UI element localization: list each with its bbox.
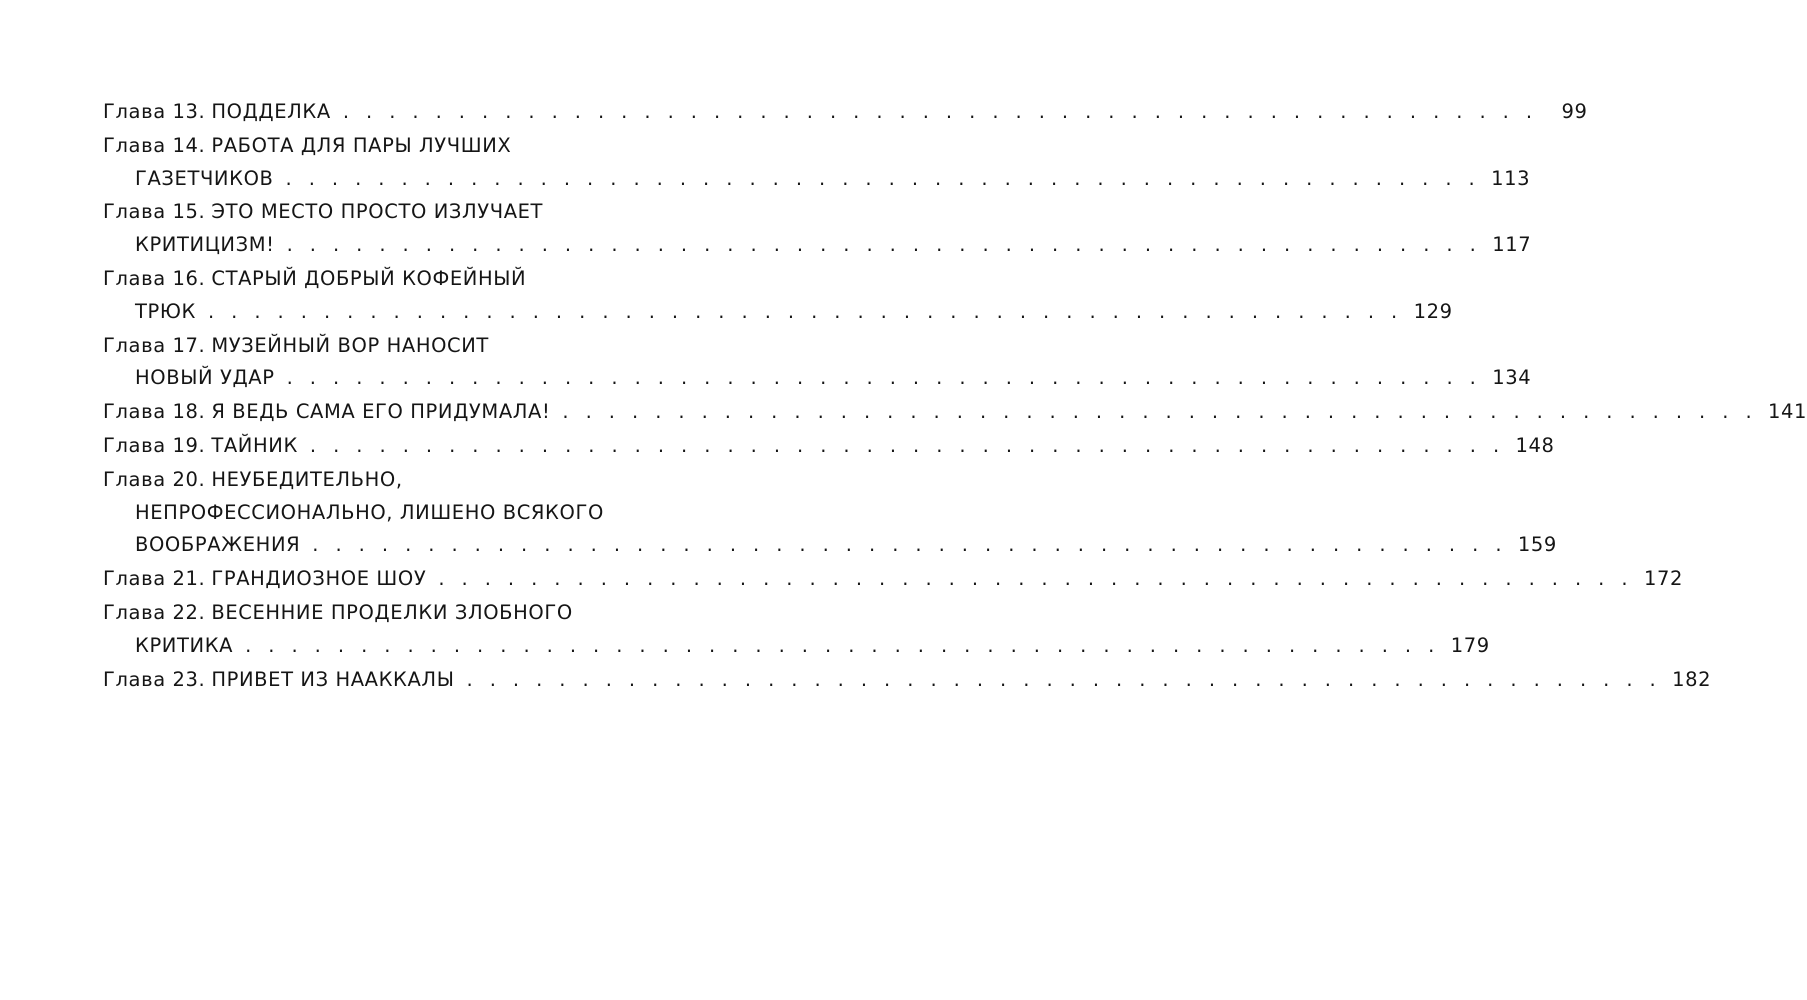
chapter-title: ГРАНДИОЗНОЕ ШОУ (211, 567, 427, 591)
toc-line (103, 597, 660, 630)
chapter-number: Глава 16. (103, 266, 206, 290)
chapter-number: Глава 15. (103, 200, 206, 224)
chapter-number: Глава 23. (103, 667, 206, 691)
toc-line (103, 430, 1555, 463)
dot-leader: . . . . . . . . . . . . . . . . . . . . . . . . . . . . . . . . . . . . . . . . . . . . . . . . . . . . (562, 400, 1758, 424)
chapter-number: Глава 17. (103, 333, 206, 357)
toc-entry[interactable] (103, 563, 1683, 596)
dot-leader: . . . . . . . . . . . . . . . . . . . . . . . . . . . . . . . . . . . . . . . . . . . . . . . . . . . . (466, 667, 1662, 691)
toc-entry[interactable] (103, 597, 1490, 663)
toc-line (103, 464, 660, 497)
chapter-title: ПРИВЕТ ИЗ НААККАЛЫ (211, 667, 455, 691)
page-number: 117 (1492, 233, 1532, 257)
toc-line (103, 529, 1557, 562)
chapter-title: ЭТО МЕСТО ПРОСТО ИЗЛУЧАЕТ (211, 200, 544, 224)
dot-leader: . . . . . . . . . . . . . . . . . . . . . . . . . . . . . . . . . . . . . . . . . . . . . . . . . . . . (342, 100, 1538, 123)
chapter-title: ВЕСЕННИЕ ПРОДЕЛКИ ЗЛОБНОГО (211, 600, 573, 624)
dot-leader: . . . . . . . . . . . . . . . . . . . . . . . . . . . . . . . . . . . . . . . . . . . . . . . . . . . . (438, 567, 1633, 591)
toc-entry[interactable] (103, 330, 1532, 396)
dot-leader: . . . . . . . . . . . . . . . . . . . . . . . . . . . . . . . . . . . . . . . . . . . . . . . . . . . . (286, 233, 1482, 257)
toc-entry[interactable] (103, 464, 1557, 562)
chapter-title: ПОДДЕЛКА (211, 100, 331, 123)
toc-entry[interactable] (103, 263, 1453, 329)
toc-line (103, 362, 1532, 395)
page-number: 113 (1491, 166, 1531, 190)
chapter-title: НЕУБЕДИТЕЛЬНО, (211, 467, 403, 491)
chapter-title: Я ВЕДЬ САМА ЕГО ПРИДУМАЛА! (211, 400, 551, 424)
chapter-title: ВООБРАЖЕНИЯ (135, 533, 301, 557)
chapter-title: КРИТИЦИЗМ! (135, 233, 275, 257)
chapter-title: ТРЮК (135, 299, 196, 323)
toc-entry[interactable] (103, 130, 1531, 196)
dot-leader: . . . . . . . . . . . . . . . . . . . . . . . . . . . . . . . . . . . . . . . . . . . . . . . . . . . . (285, 166, 1481, 190)
chapter-title: КРИТИКА (135, 633, 234, 657)
chapter-title: СТАРЫЙ ДОБРЫЙ КОФЕЙНЫЙ (211, 266, 527, 290)
page-number: 129 (1413, 299, 1453, 323)
toc-line (103, 563, 1683, 596)
chapter-title: НЕПРОФЕССИОНАЛЬНО, ЛИШЕНО ВСЯКОГО (135, 500, 604, 524)
page-number: 148 (1515, 433, 1555, 457)
chapter-title: НОВЫЙ УДАР (135, 366, 275, 390)
page-number: 179 (1450, 633, 1490, 657)
toc-line (103, 196, 660, 229)
toc-line (103, 229, 1532, 262)
page-number: 172 (1643, 567, 1683, 591)
dot-leader: . . . . . . . . . . . . . . . . . . . . . . . . . . . . . . . . . . . . . . . . . . . . . . . . . . . . (286, 366, 1482, 390)
chapter-number: Глава 22. (103, 600, 206, 624)
chapter-number: Глава 21. (103, 567, 206, 591)
page-number: 99 (1561, 100, 1588, 123)
toc-line (103, 296, 1453, 329)
toc-line (103, 630, 1490, 663)
table-of-contents (103, 96, 1807, 697)
chapter-title: ГАЗЕТЧИКОВ (135, 166, 274, 190)
toc-line (103, 497, 660, 530)
chapter-number: Глава 14. (103, 133, 206, 157)
toc-entry[interactable] (103, 664, 1712, 697)
toc-entry[interactable] (103, 430, 1555, 463)
toc-line (103, 96, 1588, 129)
dot-leader: . . . . . . . . . . . . . . . . . . . . . . . . . . . . . . . . . . . . . . . . . . . . . . . . . . . . (207, 299, 1403, 323)
toc-line (103, 130, 660, 163)
toc-entry[interactable] (103, 96, 1588, 129)
dot-leader: . . . . . . . . . . . . . . . . . . . . . . . . . . . . . . . . . . . . . . . . . . . . . . . . . . . . (245, 633, 1440, 657)
toc-line (103, 664, 1712, 697)
page-number: 141 (1768, 400, 1807, 424)
chapter-number: Глава 20. (103, 467, 206, 491)
toc-entry[interactable] (103, 196, 1532, 262)
chapter-title: РАБОТА ДЛЯ ПАРЫ ЛУЧШИХ (211, 133, 512, 157)
toc-line (103, 330, 660, 363)
chapter-number: Глава 19. (103, 433, 206, 457)
chapter-number: Глава 18. (103, 400, 206, 424)
dot-leader: . . . . . . . . . . . . . . . . . . . . . . . . . . . . . . . . . . . . . . . . . . . . . . . . . . . . (309, 433, 1505, 457)
chapter-title: ТАЙНИК (211, 433, 298, 457)
toc-line (103, 263, 660, 296)
toc-line (103, 396, 1807, 429)
dot-leader: . . . . . . . . . . . . . . . . . . . . . . . . . . . . . . . . . . . . . . . . . . . . . . . . . . . . (312, 533, 1507, 557)
page-number: 134 (1492, 366, 1532, 390)
page-number: 182 (1672, 667, 1712, 691)
chapter-number: Глава 13. (103, 100, 206, 123)
toc-line (103, 163, 1531, 196)
toc-entry[interactable] (103, 396, 1807, 429)
chapter-title: МУЗЕЙНЫЙ ВОР НАНОСИТ (211, 333, 489, 357)
page-number: 159 (1517, 533, 1557, 557)
